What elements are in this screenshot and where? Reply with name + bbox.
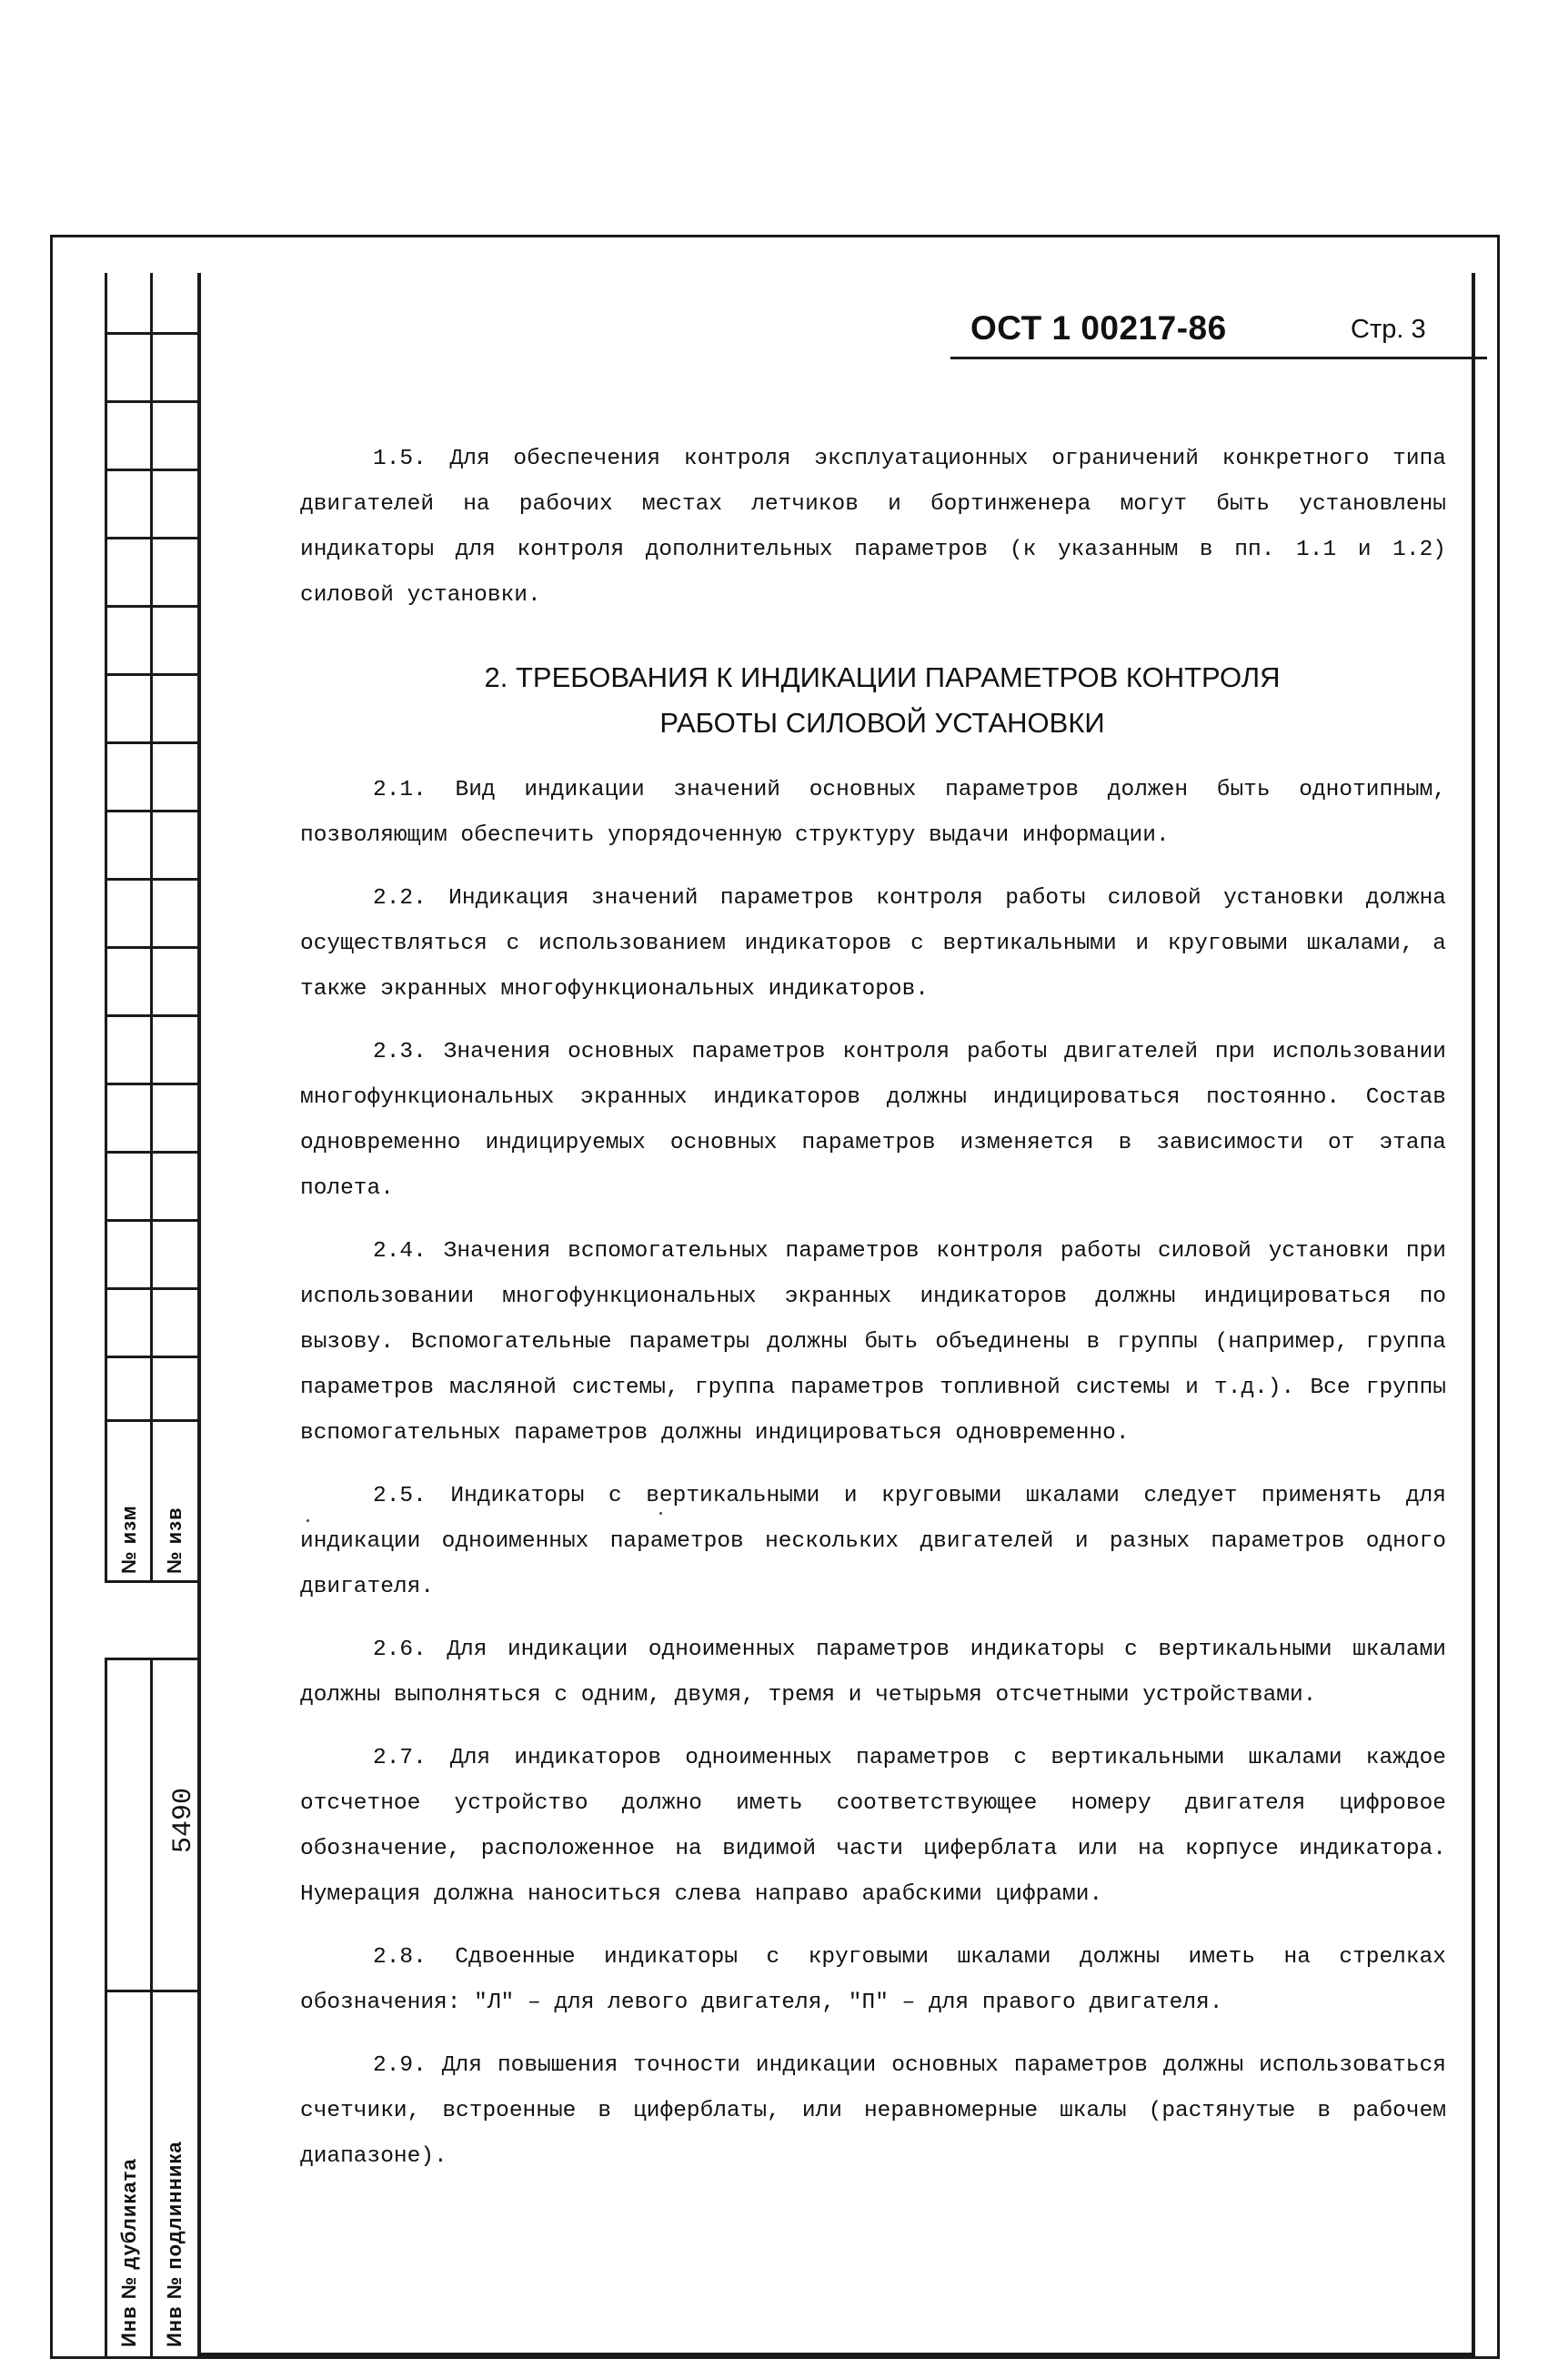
- no-izm-label: № изм: [117, 1505, 140, 1574]
- strip-line: [105, 1219, 197, 1222]
- strip-line: [105, 1419, 197, 1422]
- strip-line: [105, 673, 197, 676]
- paragraph-2-8: 2.8. Сдвоенные индикаторы с круговыми шкалами должны иметь на стрелках обозначения: ″Л″ – для левого двигателя, ″П″ – для правого двигателя.: [300, 1945, 1446, 2015]
- inventory-number: 5490: [168, 1787, 199, 1853]
- paragraph-2-3: 2.3. Значения основных параметров контроля работы двигателей при использовании многофункциональных экранных индикаторов должны индицироваться постоянно. Состав одновременно индицируемых основных параметров изменяется в зависимости от этапа полета.: [300, 1040, 1446, 1201]
- revision-strip: [105, 273, 197, 1583]
- strip-line: [105, 400, 197, 403]
- strip-line: [105, 1287, 197, 1290]
- strip-line: [105, 1658, 107, 2356]
- strip-line: [105, 946, 197, 949]
- no-izv-label: № изв: [163, 1507, 186, 1574]
- strip-line: [105, 1151, 197, 1154]
- paragraph-2-7: 2.7. Для индикаторов одноименных параметров с вертикальными шкалами каждое отсчетное устройство должно иметь соответствующее номеру двигателя цифровое обозначение, расположенное на видимой части циферблата или на корпусе индикатора. Нумерация должна наноситься слева направо арабскими цифрами.: [300, 1746, 1446, 1907]
- paragraph-2-6: 2.6. Для индикации одноименных параметров индикаторы с вертикальными шкалами должны выполняться с одним, двумя, тремя и четырьмя отсчетными устройствами.: [300, 1638, 1446, 1708]
- strip-line: [105, 741, 197, 744]
- strip-line: [105, 1580, 197, 1583]
- paragraph-2-9: 2.9. Для повышения точности индикации основных параметров должны использоваться счетчики, встроенные в циферблаты, или неравномерные шкалы (растянутые в рабочем диапазоне).: [300, 2053, 1446, 2169]
- strip-line: [105, 537, 197, 539]
- strip-line: [105, 878, 197, 881]
- strip-line: [105, 1083, 197, 1085]
- section-2-title-line-1: 2. ТРЕБОВАНИЯ К ИНДИКАЦИИ ПАРАМЕТРОВ КОНТРОЛЯ: [484, 661, 1281, 693]
- page-number: Стр. 3: [1351, 315, 1426, 344]
- strip-line: [150, 1658, 153, 2356]
- inv-podlinnika-label: Инв № подлинника: [163, 2141, 186, 2347]
- inv-dublikata-label: Инв № дубликата: [117, 2158, 140, 2347]
- strip-line: [105, 1658, 197, 1660]
- section-2-heading: [300, 655, 1446, 746]
- strip-line: [105, 810, 197, 812]
- strip-line: [105, 332, 197, 335]
- strip-line: [105, 1014, 197, 1017]
- strip-line: [105, 1356, 197, 1358]
- paragraph-1-5: 1.5. Для обеспечения контроля эксплуатационных ограничений конкретного типа двигателей на рабочих местах летчиков и бортинженера могут быть установлены индикаторы для контроля дополнительных параметров (к указанным в пп. 1.1 и 1.2) силовой установки.: [300, 447, 1446, 608]
- strip-line: [105, 469, 197, 471]
- scan-speck: [307, 1519, 309, 1522]
- paragraph-2-4: 2.4. Значения вспомогательных параметров контроля работы силовой установки при использовании многофункциональных экранных индикаторов должны индицироваться по вызову. Вспомогательные параметры должны быть объединены в группы (например, группа параметров масляной системы, группа параметров топливной системы и т.д.). Все группы вспомогательных параметров должны индицироваться одновременно.: [300, 1239, 1446, 1446]
- document-header: [950, 309, 1487, 359]
- scan-speck: [659, 1512, 662, 1515]
- paragraph-2-1: 2.1. Вид индикации значений основных параметров должен быть однотипным, позволяющим обеспечить упорядоченную структуру выдачи информации.: [300, 778, 1446, 848]
- strip-line: [105, 1990, 197, 1992]
- document-body: [300, 437, 1446, 2197]
- strip-line: [105, 605, 197, 608]
- section-2-title-line-2: РАБОТЫ СИЛОВОЙ УСТАНОВКИ: [659, 707, 1105, 739]
- paragraph-2-2: 2.2. Индикация значений параметров контроля работы силовой установки должна осуществляться с использованием индикаторов с вертикальными и круговыми шкалами, а также экранных многофункциональных индикаторов.: [300, 886, 1446, 1002]
- inventory-strip: [105, 1658, 197, 2356]
- document-code: ОСТ 1 00217-86: [970, 309, 1227, 347]
- paragraph-2-5: 2.5. Индикаторы с вертикальными и круговыми шкалами следует применять для индикации одноименных параметров нескольких двигателей и разных параметров одного двигателя.: [300, 1484, 1446, 1599]
